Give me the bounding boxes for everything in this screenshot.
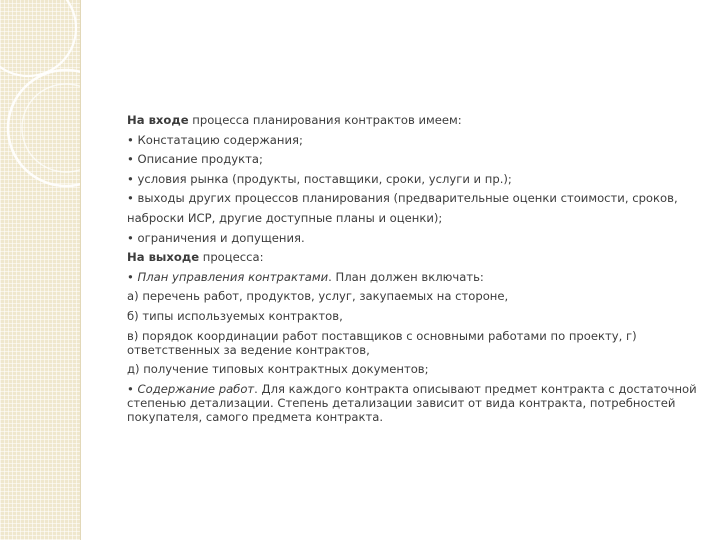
line-text: в) порядок координации работ поставщиков с основными работами по проекту, г) ответственных за ведение контрактов, (127, 328, 637, 357)
slide-text (127, 113, 702, 429)
line-text: процесса планирования контрактов имеем: (188, 113, 462, 127)
line-text: б) типы используемых контрактов, (127, 308, 343, 323)
line-text: процесса: (199, 250, 264, 265)
line-bullet: • Констатацию содержания; (127, 132, 303, 147)
heading-label: На выходе (127, 250, 200, 265)
heading-label: На входе (127, 113, 189, 127)
line-bullet: • выходы других процессов планирования (предварительные оценки стоимости, сроков, (127, 191, 678, 206)
line-bullet (127, 382, 702, 424)
italic-term: Содержание работ (137, 381, 255, 396)
decorative-side-band (0, 0, 80, 540)
bullet-mark: • (127, 381, 138, 396)
line-bullet: • ограничения и допущения. (127, 230, 305, 245)
decorative-circles (0, 0, 80, 540)
line-text: наброски ИСР, другие доступные планы и оценки); (127, 210, 443, 225)
line-bullet: • условия рынка (продукты, поставщики, сроки, услуги и пр.); (127, 171, 512, 186)
line-bullet: • Описание продукта; (127, 152, 263, 167)
line-text: . Для каждого контракта описывают предмет контракта с достаточной степенью детализации. Степень детализации зависит от вида контракта, потребностей покупателя, самого предмета контракта. (127, 381, 697, 424)
italic-term: План управления контрактами (137, 269, 329, 284)
line-text: д) получение типовых контрактных документов; (127, 362, 429, 377)
line-output-heading (127, 250, 702, 264)
line-text: а) перечень работ, продуктов, услуг, закупаемых на стороне, (127, 289, 509, 304)
line-text: . План должен включать: (328, 269, 484, 284)
side-divider (80, 0, 81, 540)
line-bullet (127, 270, 702, 284)
line-input-heading (127, 113, 702, 127)
bullet-mark: • (127, 269, 138, 284)
